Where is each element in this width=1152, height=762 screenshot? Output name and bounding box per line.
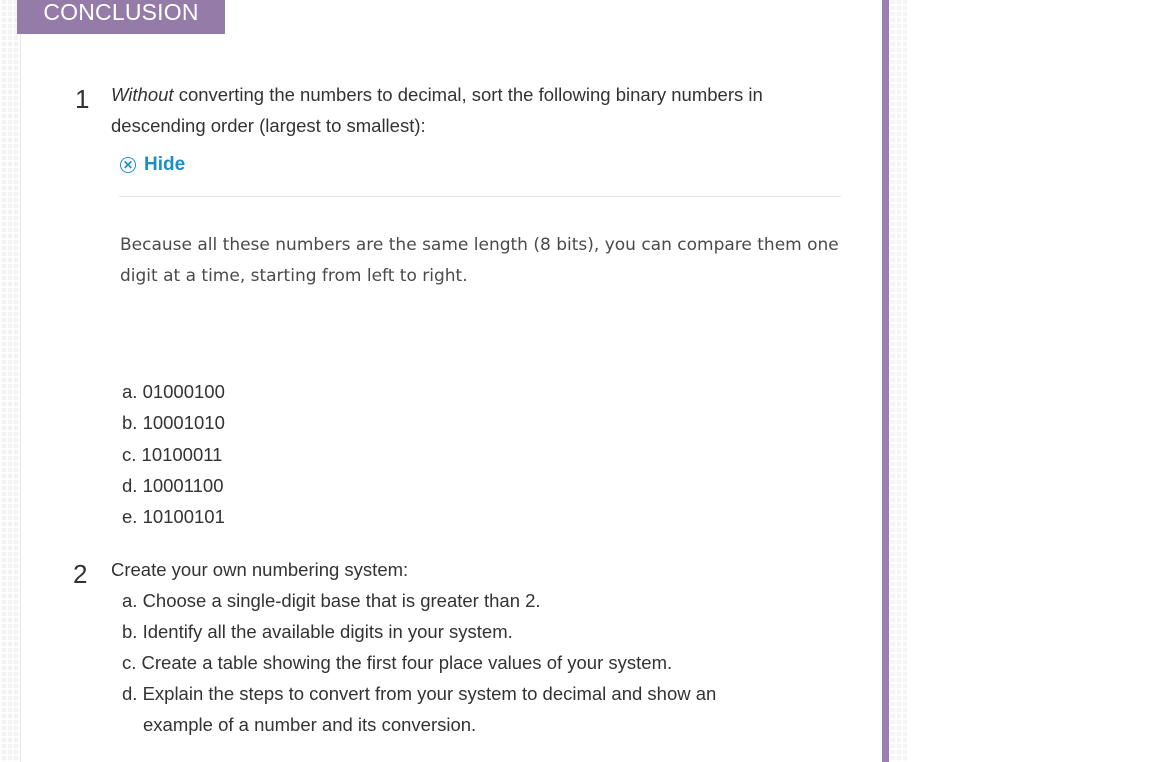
hide-answer-button[interactable] [120, 153, 185, 177]
hide-label: Hide [144, 154, 186, 175]
list-item: d. Explain the steps to convert from your system to decimal and show an example of a number and its conversion. [122, 683, 717, 735]
question-1-emphasis: Without [111, 84, 174, 105]
list-item: a. Choose a single-digit base that is greater than 2. [122, 590, 541, 611]
list-item: b. 10001010 [122, 412, 225, 434]
right-accent-rule [882, 0, 889, 762]
close-circle-icon: ✕ [120, 157, 136, 173]
question-1-number: 1 [75, 84, 90, 114]
list-item: b. Identify all the available digits in your system. [122, 621, 513, 642]
list-item: d. 10001100 [122, 474, 224, 496]
question-2-text: Create your own numbering system: [111, 559, 409, 580]
question-2-steps-list [122, 585, 782, 740]
answer-explanation: Because all these numbers are the same length (8 bits), you can compare them one digit at a time, starting from left to right. [120, 235, 839, 286]
binary-choices-list [122, 376, 225, 532]
list-item: c. 10100011 [122, 443, 223, 465]
left-decorative-border [0, 0, 21, 762]
question-1-body: converting the numbers to decimal, sort the following binary numbers in descending order (largest to smallest): [111, 84, 763, 136]
question-2-number: 2 [73, 559, 88, 589]
section-title-tab: CONCLUSION [17, 0, 225, 34]
list-item: a. 01000100 [122, 381, 225, 402]
right-decorative-border [889, 0, 907, 762]
list-item: e. 10100101 [122, 506, 225, 528]
answer-divider [119, 196, 841, 197]
question-1-text [111, 79, 841, 141]
list-item: c. Create a table showing the first four place values of your system. [122, 652, 673, 673]
